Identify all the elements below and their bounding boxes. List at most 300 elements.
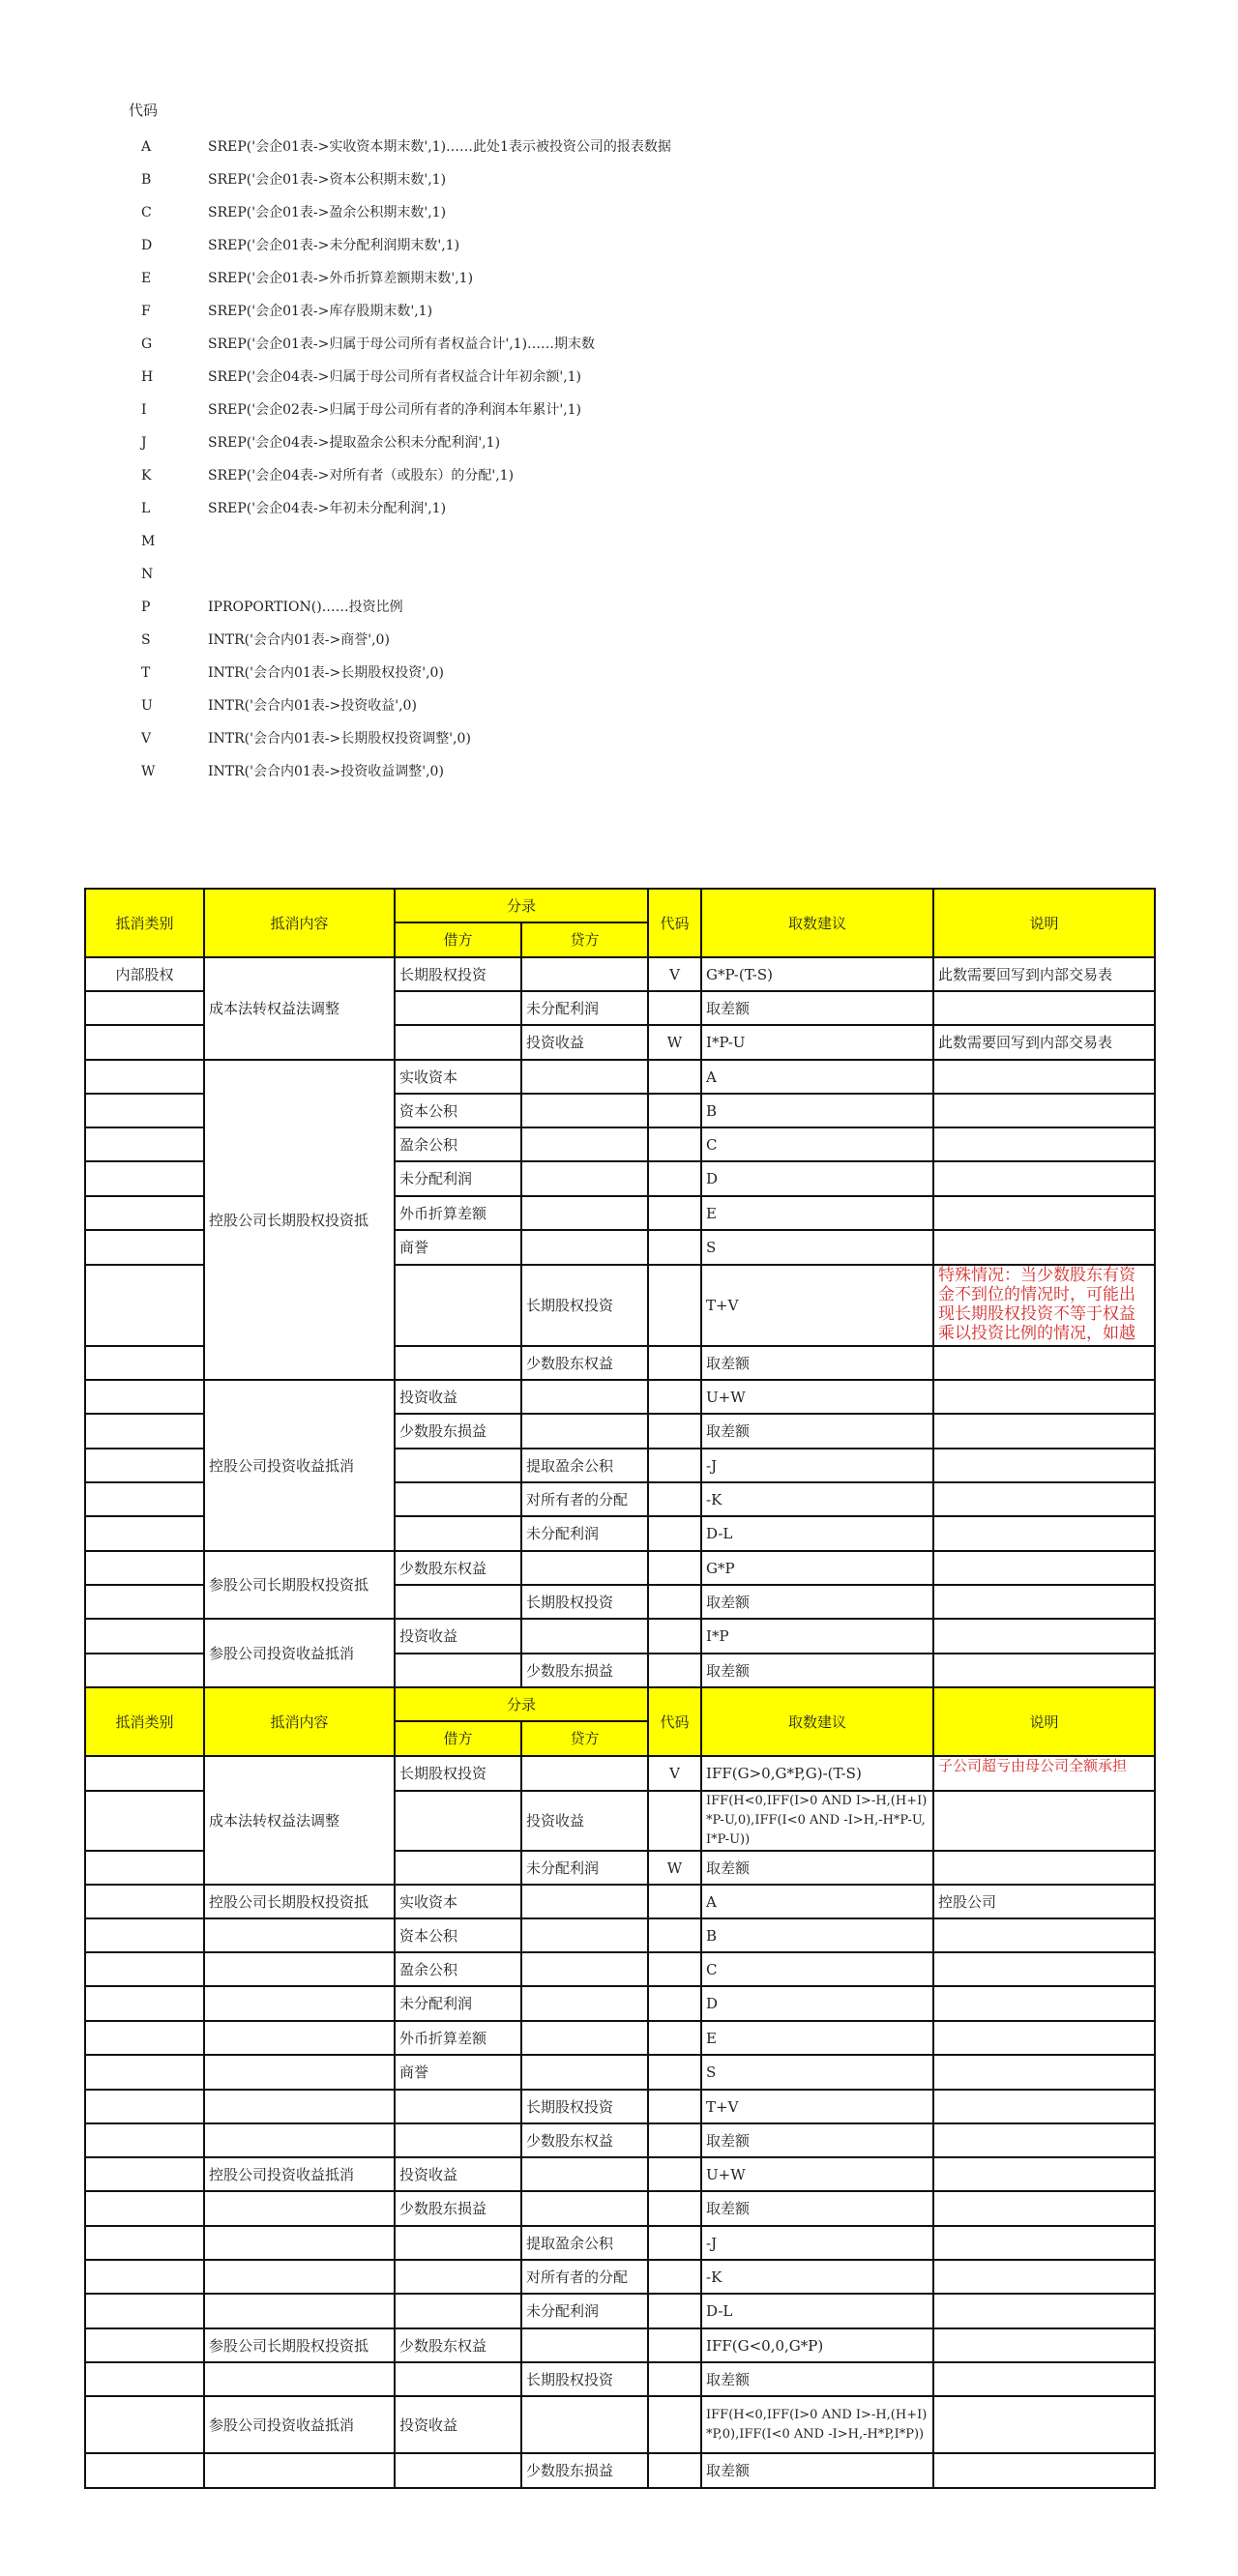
- table-row: [85, 1952, 1155, 1986]
- code-key: V: [141, 731, 152, 746]
- note-cell: [933, 2453, 1155, 2488]
- debit-cell: [395, 2123, 521, 2157]
- code-key: T: [141, 665, 151, 681]
- note-cell: [933, 1851, 1155, 1885]
- code-cell: [648, 1654, 701, 1687]
- category-cell: [85, 1756, 204, 1791]
- note-cell: [933, 1918, 1155, 1952]
- code-formula: INTR('会合内01表->投资收益调整',0): [208, 764, 444, 779]
- code-cell: [648, 2090, 701, 2123]
- suggestion-cell: D: [701, 1161, 933, 1196]
- note-cell: [933, 1196, 1155, 1230]
- code-formula: SREP('会企01表->实收资本期末数',1)……此处1表示被投资公司的报表数据: [208, 139, 671, 155]
- content-cell: 参股公司投资收益抵消: [204, 1619, 395, 1687]
- note-cell: [933, 2055, 1155, 2090]
- table-row: [85, 1986, 1155, 2021]
- category-cell: [85, 1094, 204, 1127]
- note-cell: [933, 1551, 1155, 1585]
- debit-cell: 商誉: [395, 1230, 521, 1265]
- category-cell: [85, 1482, 204, 1516]
- code-key: U: [141, 698, 153, 714]
- suggestion-cell: IFF(G>0,G*P,G)-(T-S): [701, 1756, 933, 1791]
- credit-cell: 提取盈余公积: [521, 2226, 648, 2260]
- credit-cell: [521, 957, 648, 991]
- code-cell: [648, 1414, 701, 1449]
- content-cell: 参股公司长期股权投资抵: [204, 1551, 395, 1619]
- category-cell: [85, 1161, 204, 1196]
- table-row: [85, 2021, 1155, 2055]
- code-key: J: [141, 435, 147, 451]
- elimination-table-2: [84, 1686, 1156, 2489]
- content-cell: 控股公司投资收益抵消: [204, 1380, 395, 1551]
- suggestion-cell: E: [701, 1196, 933, 1230]
- note-cell: [933, 1346, 1155, 1380]
- suggestion-cell: S: [701, 2055, 933, 2090]
- credit-cell: 未分配利润: [521, 1851, 648, 1885]
- category-cell: [85, 2362, 204, 2396]
- note-cell: [933, 1791, 1155, 1851]
- category-cell: [85, 2328, 204, 2362]
- code-key: A: [141, 139, 152, 155]
- code-key: E: [141, 271, 152, 286]
- suggestion-cell: E: [701, 2021, 933, 2055]
- debit-cell: 实收资本: [395, 1885, 521, 1918]
- category-cell: [85, 1449, 204, 1482]
- suggestion-cell: D-L: [701, 2294, 933, 2328]
- credit-cell: [521, 1127, 648, 1161]
- header-credit: 贷方: [521, 1721, 648, 1756]
- category-cell: [85, 1380, 204, 1414]
- note-cell: [933, 2328, 1155, 2362]
- header-suggestion: 取数建议: [701, 889, 933, 957]
- header-entry: 分录: [395, 1687, 648, 1721]
- credit-cell: [521, 1230, 648, 1265]
- debit-cell: [395, 2260, 521, 2294]
- suggestion-cell: 取差额: [701, 1654, 933, 1687]
- debit-cell: 长期股权投资: [395, 957, 521, 991]
- suggestion-cell: G*P: [701, 1551, 933, 1585]
- suggestion-cell: IFF(H<0,IFF(I>0 AND I>-H,(H+I)*P,0),IFF(I<0 AND -I>H,-H*P,I*P)): [701, 2396, 933, 2453]
- code-cell: [648, 1161, 701, 1196]
- debit-cell: 长期股权投资: [395, 1756, 521, 1791]
- category-cell: [85, 1619, 204, 1654]
- credit-cell: [521, 1196, 648, 1230]
- credit-cell: 未分配利润: [521, 2294, 648, 2328]
- code-cell: [648, 1551, 701, 1585]
- debit-cell: 投资收益: [395, 1619, 521, 1654]
- code-formula: SREP('会企04表->提取盈余公积未分配利润',1): [208, 435, 501, 451]
- elimination-table-1: [84, 888, 1156, 1688]
- code-cell: [648, 1127, 701, 1161]
- note-cell: [933, 1127, 1155, 1161]
- code-cell: [648, 1619, 701, 1654]
- table-row: [85, 1918, 1155, 1952]
- credit-cell: [521, 1551, 648, 1585]
- content-cell: [204, 1918, 395, 1952]
- note-cell: [933, 1619, 1155, 1654]
- credit-cell: 投资收益: [521, 1025, 648, 1060]
- code-formula: SREP('会企04表->年初未分配利润',1): [208, 501, 447, 516]
- debit-cell: 外币折算差额: [395, 2021, 521, 2055]
- debit-cell: 未分配利润: [395, 1161, 521, 1196]
- category-cell: [85, 2294, 204, 2328]
- code-formula: SREP('会企01表->库存股期末数',1): [208, 304, 433, 319]
- suggestion-cell: A: [701, 1060, 933, 1094]
- code-cell: [648, 1060, 701, 1094]
- header-content: 抵消内容: [204, 1687, 395, 1756]
- credit-cell: [521, 2157, 648, 2191]
- suggestion-cell: 取差额: [701, 1414, 933, 1449]
- note-cell: [933, 2123, 1155, 2157]
- code-cell: [648, 1986, 701, 2021]
- note-cell: [933, 1414, 1155, 1449]
- content-cell: [204, 2123, 395, 2157]
- code-cell: [648, 2055, 701, 2090]
- debit-cell: 盈余公积: [395, 1952, 521, 1986]
- content-cell: [204, 2226, 395, 2260]
- code-cell: [648, 1885, 701, 1918]
- code-cell: [648, 1265, 701, 1346]
- category-cell: [85, 2123, 204, 2157]
- code-legend-title: 代码: [129, 102, 159, 119]
- debit-cell: [395, 1346, 521, 1380]
- suggestion-cell: T+V: [701, 1265, 933, 1346]
- suggestion-cell: -J: [701, 2226, 933, 2260]
- content-cell: 控股公司长期股权投资抵: [204, 1060, 395, 1380]
- note-cell: [933, 2396, 1155, 2453]
- category-cell: [85, 1918, 204, 1952]
- credit-cell: 对所有者的分配: [521, 2260, 648, 2294]
- content-cell: [204, 2260, 395, 2294]
- credit-cell: 对所有者的分配: [521, 1482, 648, 1516]
- credit-cell: 未分配利润: [521, 991, 648, 1025]
- suggestion-cell: IFF(H<0,IFF(I>0 AND I>-H,(H+I)*P-U,0),IFF(I<0 AND -I>H,-H*P-U,I*P-U)): [701, 1791, 933, 1851]
- category-cell: [85, 991, 204, 1025]
- code-cell: [648, 2226, 701, 2260]
- note-cell: [933, 1482, 1155, 1516]
- code-formula: IPROPORTION()……投资比例: [208, 600, 403, 615]
- code-key: L: [141, 501, 151, 516]
- header-credit: 贷方: [521, 922, 648, 957]
- debit-cell: [395, 1482, 521, 1516]
- credit-cell: [521, 1161, 648, 1196]
- suggestion-cell: U+W: [701, 2157, 933, 2191]
- code-cell: [648, 2328, 701, 2362]
- suggestion-cell: C: [701, 1127, 933, 1161]
- content-cell: [204, 1986, 395, 2021]
- code-key: G: [141, 337, 153, 352]
- category-cell: [85, 1196, 204, 1230]
- header-entry: 分录: [395, 889, 648, 922]
- note-cell: [933, 1060, 1155, 1094]
- category-cell: [85, 1230, 204, 1265]
- category-cell: [85, 1025, 204, 1060]
- suggestion-cell: 取差额: [701, 2362, 933, 2396]
- note-cell: [933, 2021, 1155, 2055]
- code-cell: [648, 2396, 701, 2453]
- debit-cell: [395, 2090, 521, 2123]
- code-formula: SREP('会企01表->归属于母公司所有者权益合计',1)……期末数: [208, 337, 596, 352]
- debit-cell: 少数股东损益: [395, 2191, 521, 2226]
- content-cell: [204, 2055, 395, 2090]
- category-cell: [85, 1851, 204, 1885]
- note-cell: [933, 1161, 1155, 1196]
- code-cell: [648, 1918, 701, 1952]
- table-row: [85, 2260, 1155, 2294]
- note-cell: 特殊情况：当少数股东有资金不到位的情况时，可能出现长期股权投资不等于权益乘以投资比例的情况，如越: [933, 1265, 1155, 1346]
- code-cell: [648, 1585, 701, 1619]
- credit-cell: [521, 1094, 648, 1127]
- suggestion-cell: I*P-U: [701, 1025, 933, 1060]
- code-key: D: [141, 238, 153, 253]
- header-debit: 借方: [395, 922, 521, 957]
- code-cell: [648, 991, 701, 1025]
- credit-cell: 长期股权投资: [521, 1585, 648, 1619]
- code-cell: [648, 2453, 701, 2488]
- header-code: 代码: [648, 1687, 701, 1756]
- debit-cell: [395, 2362, 521, 2396]
- debit-cell: 资本公积: [395, 1094, 521, 1127]
- header-debit: 借方: [395, 1721, 521, 1756]
- credit-cell: [521, 1952, 648, 1986]
- code-cell: [648, 2260, 701, 2294]
- debit-cell: 少数股东权益: [395, 2328, 521, 2362]
- note-cell: [933, 2191, 1155, 2226]
- content-cell: 控股公司长期股权投资抵: [204, 1885, 395, 1918]
- content-cell: 成本法转权益法调整: [204, 1756, 395, 1885]
- code-cell: [648, 1094, 701, 1127]
- debit-cell: 少数股东权益: [395, 1551, 521, 1585]
- code-cell: V: [648, 1756, 701, 1791]
- content-cell: [204, 2362, 395, 2396]
- table-row: [85, 1619, 1155, 1654]
- content-cell: 参股公司长期股权投资抵: [204, 2328, 395, 2362]
- debit-cell: 投资收益: [395, 2157, 521, 2191]
- code-cell: [648, 1380, 701, 1414]
- code-formula: SREP('会企01表->外币折算差额期末数',1): [208, 271, 474, 286]
- code-formula: SREP('会企04表->归属于母公司所有者权益合计年初余额',1): [208, 369, 582, 385]
- table-row: [85, 2396, 1155, 2453]
- suggestion-cell: D-L: [701, 1516, 933, 1551]
- code-cell: [648, 1516, 701, 1551]
- table-row: [85, 1060, 1155, 1094]
- credit-cell: [521, 1619, 648, 1654]
- debit-cell: 未分配利润: [395, 1986, 521, 2021]
- note-cell: [933, 1952, 1155, 1986]
- debit-cell: 实收资本: [395, 1060, 521, 1094]
- content-cell: [204, 2090, 395, 2123]
- debit-cell: [395, 1516, 521, 1551]
- category-cell: [85, 1585, 204, 1619]
- suggestion-cell: 取差额: [701, 1585, 933, 1619]
- debit-cell: [395, 1449, 521, 1482]
- suggestion-cell: C: [701, 1952, 933, 1986]
- code-formula: SREP('会企01表->资本公积期末数',1): [208, 172, 447, 188]
- note-cell: [933, 2260, 1155, 2294]
- table-row: [85, 1756, 1155, 1791]
- category-cell: [85, 1885, 204, 1918]
- category-cell: [85, 2090, 204, 2123]
- code-cell: [648, 1230, 701, 1265]
- code-cell: W: [648, 1025, 701, 1060]
- category-cell: [85, 1265, 204, 1346]
- code-key: F: [141, 304, 151, 319]
- code-cell: [648, 1791, 701, 1851]
- category-cell: [85, 1127, 204, 1161]
- suggestion-cell: A: [701, 1885, 933, 1918]
- credit-cell: [521, 2191, 648, 2226]
- category-cell: 内部股权: [85, 957, 204, 991]
- table-row: [85, 1551, 1155, 1585]
- category-cell: [85, 1060, 204, 1094]
- code-key: P: [141, 600, 151, 615]
- note-cell: [933, 1516, 1155, 1551]
- credit-cell: [521, 1414, 648, 1449]
- table-row: [85, 2362, 1155, 2396]
- suggestion-cell: U+W: [701, 1380, 933, 1414]
- suggestion-cell: 取差额: [701, 991, 933, 1025]
- suggestion-cell: I*P: [701, 1619, 933, 1654]
- code-formula: INTR('会合内01表->长期股权投资调整',0): [208, 731, 471, 746]
- category-cell: [85, 2226, 204, 2260]
- debit-cell: 投资收益: [395, 1380, 521, 1414]
- credit-cell: 少数股东权益: [521, 2123, 648, 2157]
- suggestion-cell: 取差额: [701, 2191, 933, 2226]
- credit-cell: 长期股权投资: [521, 2362, 648, 2396]
- header-note: 说明: [933, 889, 1155, 957]
- content-cell: [204, 2191, 395, 2226]
- note-cell: [933, 1449, 1155, 1482]
- code-cell: [648, 1449, 701, 1482]
- credit-cell: [521, 1060, 648, 1094]
- content-cell: 成本法转权益法调整: [204, 957, 395, 1060]
- code-formula: SREP('会企02表->归属于母公司所有者的净利润本年累计',1): [208, 402, 582, 418]
- note-cell: 控股公司: [933, 1885, 1155, 1918]
- code-key: N: [141, 567, 154, 582]
- note-cell: [933, 1094, 1155, 1127]
- debit-cell: [395, 2294, 521, 2328]
- category-cell: [85, 2453, 204, 2488]
- category-cell: [85, 2260, 204, 2294]
- debit-cell: [395, 991, 521, 1025]
- suggestion-cell: 取差额: [701, 2453, 933, 2488]
- category-cell: [85, 1654, 204, 1687]
- category-cell: [85, 1516, 204, 1551]
- table-row: [85, 2123, 1155, 2157]
- credit-cell: [521, 2055, 648, 2090]
- code-key: W: [141, 764, 156, 779]
- code-formula: SREP('会企04表->对所有者（或股东）的分配',1): [208, 468, 515, 483]
- debit-cell: [395, 1791, 521, 1851]
- debit-cell: [395, 1585, 521, 1619]
- code-formula: SREP('会企01表->未分配利润期末数',1): [208, 238, 460, 253]
- suggestion-cell: -J: [701, 1449, 933, 1482]
- suggestion-cell: 取差额: [701, 1346, 933, 1380]
- debit-cell: 商誉: [395, 2055, 521, 2090]
- code-key: S: [141, 632, 151, 648]
- credit-cell: 长期股权投资: [521, 2090, 648, 2123]
- suggestion-cell: T+V: [701, 2090, 933, 2123]
- suggestion-cell: G*P-(T-S): [701, 957, 933, 991]
- table-row: [85, 2328, 1155, 2362]
- category-cell: [85, 2191, 204, 2226]
- code-key: K: [141, 468, 152, 483]
- debit-cell: 资本公积: [395, 1918, 521, 1952]
- table-row: [85, 2226, 1155, 2260]
- code-cell: [648, 1482, 701, 1516]
- table-row: [85, 2294, 1155, 2328]
- debit-cell: 投资收益: [395, 2396, 521, 2453]
- note-cell: [933, 2294, 1155, 2328]
- code-key: I: [141, 402, 147, 418]
- credit-cell: [521, 1885, 648, 1918]
- credit-cell: [521, 2328, 648, 2362]
- header-note: 说明: [933, 1687, 1155, 1756]
- content-cell: [204, 2294, 395, 2328]
- code-formula: INTR('会合内01表->商誉',0): [208, 632, 390, 648]
- note-cell: 此数需要回写到内部交易表: [933, 957, 1155, 991]
- code-cell: [648, 2157, 701, 2191]
- code-cell: [648, 2021, 701, 2055]
- debit-cell: [395, 2453, 521, 2488]
- category-cell: [85, 2396, 204, 2453]
- debit-cell: [395, 1654, 521, 1687]
- debit-cell: [395, 1025, 521, 1060]
- category-cell: [85, 1952, 204, 1986]
- code-formula: INTR('会合内01表->长期股权投资',0): [208, 665, 444, 681]
- header-category: 抵消类别: [85, 1687, 204, 1756]
- category-cell: [85, 1346, 204, 1380]
- suggestion-cell: 取差额: [701, 1851, 933, 1885]
- debit-cell: 外币折算差额: [395, 1196, 521, 1230]
- credit-cell: 未分配利润: [521, 1516, 648, 1551]
- note-cell: [933, 1230, 1155, 1265]
- note-cell: [933, 1380, 1155, 1414]
- credit-cell: 少数股东权益: [521, 1346, 648, 1380]
- code-key: H: [141, 369, 154, 385]
- code-cell: W: [648, 1851, 701, 1885]
- suggestion-cell: -K: [701, 2260, 933, 2294]
- note-cell: [933, 1986, 1155, 2021]
- content-cell: 参股公司投资收益抵消: [204, 2396, 395, 2453]
- content-cell: [204, 2453, 395, 2488]
- credit-cell: 少数股东损益: [521, 2453, 648, 2488]
- header-code: 代码: [648, 889, 701, 957]
- content-cell: 控股公司投资收益抵消: [204, 2157, 395, 2191]
- debit-cell: [395, 1265, 521, 1346]
- credit-cell: [521, 1756, 648, 1791]
- header-suggestion: 取数建议: [701, 1687, 933, 1756]
- code-cell: [648, 1346, 701, 1380]
- debit-cell: 盈余公积: [395, 1127, 521, 1161]
- table-row: [85, 2090, 1155, 2123]
- credit-cell: 少数股东损益: [521, 1654, 648, 1687]
- category-cell: [85, 2021, 204, 2055]
- code-key: M: [141, 534, 156, 549]
- credit-cell: [521, 2396, 648, 2453]
- code-key: C: [141, 205, 152, 220]
- debit-cell: [395, 2226, 521, 2260]
- code-cell: [648, 2191, 701, 2226]
- code-cell: [648, 2362, 701, 2396]
- category-cell: [85, 2055, 204, 2090]
- code-cell: [648, 1952, 701, 1986]
- note-cell: [933, 2157, 1155, 2191]
- credit-cell: [521, 2021, 648, 2055]
- category-cell: [85, 1791, 204, 1851]
- suggestion-cell: IFF(G<0,0,G*P): [701, 2328, 933, 2362]
- table-row: [85, 957, 1155, 991]
